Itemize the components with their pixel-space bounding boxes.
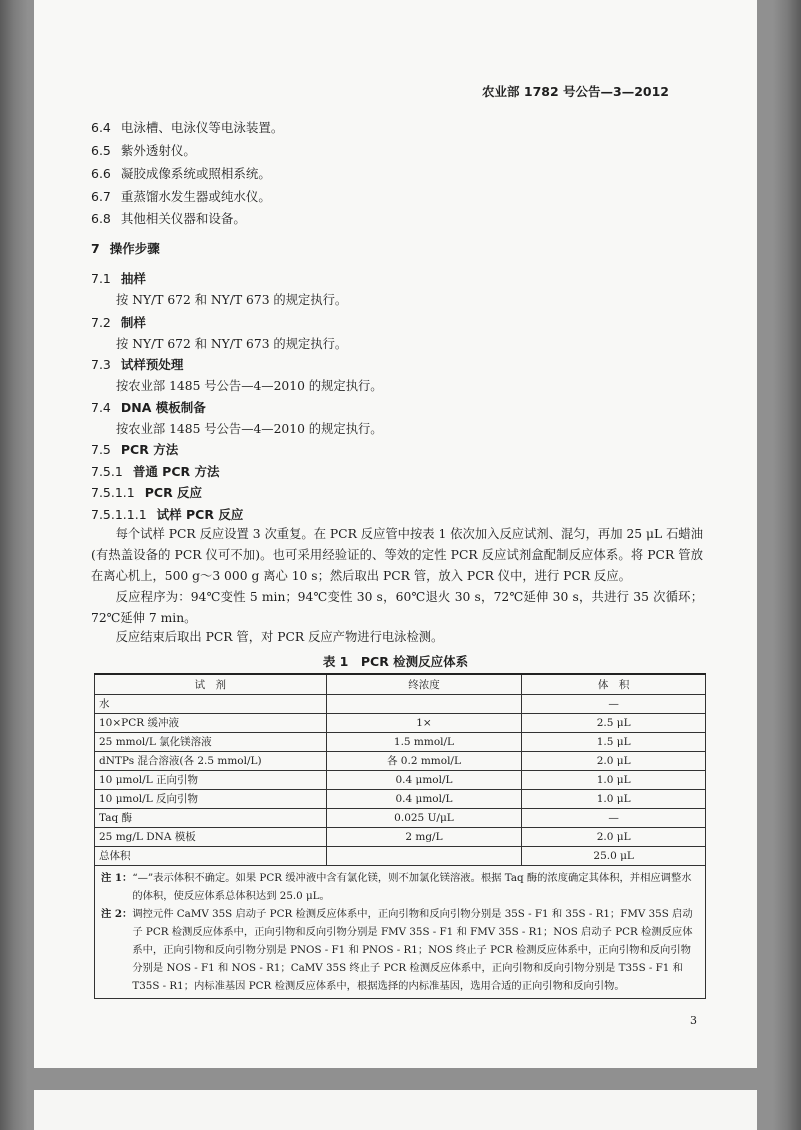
column-header: 终浓度 xyxy=(326,674,522,695)
table-row xyxy=(95,809,706,828)
section-text: 按 NY/T 672 和 NY/T 673 的规定执行。 xyxy=(116,293,348,307)
subsection-heading xyxy=(91,400,206,416)
list-item xyxy=(91,211,246,227)
subsection-heading xyxy=(91,507,243,523)
column-header: 体 积 xyxy=(522,674,706,695)
table-row xyxy=(95,790,706,809)
item-number: 6.6 xyxy=(91,166,111,181)
volume-cell: 25.0 μL xyxy=(522,847,706,866)
table-row xyxy=(95,714,706,733)
item-text: 重蒸馏水发生器或纯水仪。 xyxy=(120,189,271,204)
section-number: 7.1 xyxy=(91,271,111,286)
subsection-heading xyxy=(91,315,146,331)
section-number: 7.5 xyxy=(91,442,111,457)
table-header-row xyxy=(95,674,706,695)
concentration-cell: 各 0.2 mmol/L xyxy=(326,752,522,771)
volume-cell: 2.5 μL xyxy=(522,714,706,733)
list-item xyxy=(91,189,271,205)
item-text: 凝胶成像系统或照相系统。 xyxy=(120,166,271,181)
table-row xyxy=(95,847,706,866)
section-text: 按农业部 1485 号公告—4—2010 的规定执行。 xyxy=(116,379,383,393)
section-number: 7.3 xyxy=(91,357,111,372)
section-title: 试样 PCR 反应 xyxy=(156,507,244,522)
section-title: 普通 PCR 方法 xyxy=(132,464,220,479)
concentration-cell: 0.025 U/μL xyxy=(326,809,522,828)
concentration-cell: 1× xyxy=(326,714,522,733)
section-number: 7.2 xyxy=(91,315,111,330)
table-caption: 表 1 PCR 检测反应体系 xyxy=(322,654,469,669)
page-header: 农业部 1782 号公告—3—2012 xyxy=(482,84,669,99)
column-header: 试 剂 xyxy=(95,674,327,695)
list-item xyxy=(91,120,283,136)
table-notes-row xyxy=(95,866,706,999)
document-page xyxy=(34,0,757,1068)
concentration-cell xyxy=(326,695,522,714)
section-title: DNA 模板制备 xyxy=(120,400,206,415)
next-page-edge xyxy=(34,1090,757,1130)
list-item xyxy=(91,143,196,159)
volume-cell: 2.0 μL xyxy=(522,752,706,771)
note-text: 调控元件 CaMV 35S 启动子 PCR 检测反应体系中，正向引物和反向引物分别是 35S - F1 和 35S - R1；FMV 35S 启动子 PCR 检测反应体系中，正向引物和反向引物分别是 FMV 35S - F1 和 FMV 35S - R1；NOS 启动子 PCR 检测反应体系中，正向引物和反向引物分别是 PNOS - F1 和 PNOS - R1；NOS 终止子 PCR 检测反应体系中，正向引物和反向引物分别是 NOS - F1 和 NOS - R1；CaMV 35S 终止子 PCR 检测反应体系中，正向引物和反向引物分别是 T35S - F1 和 T35S - R1；内标准基因 PCR 检测反应体系中，根据选择的内标准基因，选用合适的正向引物和反向引物。 xyxy=(132,908,693,992)
table-row xyxy=(95,752,706,771)
section-text: 按农业部 1485 号公告—4—2010 的规定执行。 xyxy=(116,422,383,436)
section-title: PCR 方法 xyxy=(120,442,179,457)
table-note-2 xyxy=(101,905,699,995)
subsection-heading xyxy=(91,464,219,480)
section-number: 7.5.1.1.1 xyxy=(91,507,147,522)
concentration-cell: 0.4 μmol/L xyxy=(326,790,522,809)
table-notes xyxy=(95,866,706,999)
item-number: 6.4 xyxy=(91,120,111,135)
procedure-paragraph: 每个试样 PCR 反应设置 3 次重复。在 PCR 反应管中按表 1 依次加入反应试剂、混匀，再加 25 μL 石蜡油(有热盖设备的 PCR 仪可不加)。也可采用经验证的、等效的定性 PCR 反应试剂盒配制反应体系。将 PCR 管放在离心机上，500 g～3 000 g 离心 10 s；然后取出 PCR 管，放入 PCR 仪中，进行 PCR 反应。 xyxy=(91,527,703,583)
volume-cell: 2.0 μL xyxy=(522,828,706,847)
section-number: 7 xyxy=(91,241,100,256)
table-row xyxy=(95,733,706,752)
section-title: PCR 反应 xyxy=(144,485,203,500)
reagent-cell: 10×PCR 缓冲液 xyxy=(95,714,327,733)
reagent-cell: 10 μmol/L 反向引物 xyxy=(95,790,327,809)
item-number: 6.5 xyxy=(91,143,111,158)
section-title: 操作步骤 xyxy=(109,241,160,256)
reagent-cell: Taq 酶 xyxy=(95,809,327,828)
item-number: 6.8 xyxy=(91,211,111,226)
reagent-cell: 水 xyxy=(95,695,327,714)
reagent-cell: 总体积 xyxy=(95,847,327,866)
section-heading xyxy=(91,241,160,257)
volume-cell: 1.5 μL xyxy=(522,733,706,752)
concentration-cell xyxy=(326,847,522,866)
section-number: 7.5.1.1 xyxy=(91,485,135,500)
item-text: 其他相关仪器和设备。 xyxy=(120,211,246,226)
pcr-reaction-table xyxy=(94,673,706,999)
item-text: 电泳槽、电泳仪等电泳装置。 xyxy=(120,120,284,135)
section-text: 按 NY/T 672 和 NY/T 673 的规定执行。 xyxy=(116,337,348,351)
subsection-heading xyxy=(91,357,183,373)
result-paragraph: 反应结束后取出 PCR 管，对 PCR 反应产物进行电泳检测。 xyxy=(115,630,444,644)
item-number: 6.7 xyxy=(91,189,111,204)
section-title: 试样预处理 xyxy=(120,357,184,372)
table-row xyxy=(95,771,706,790)
concentration-cell: 0.4 μmol/L xyxy=(326,771,522,790)
subsection-heading xyxy=(91,271,146,287)
table-note-1 xyxy=(101,869,699,905)
section-number: 7.5.1 xyxy=(91,464,123,479)
volume-cell: — xyxy=(522,809,706,828)
note-text: “—”表示体积不确定。如果 PCR 缓冲液中含有氯化镁，则不加氯化镁溶液。根据 Taq 酶的浓度确定其体积，并相应调整水的体积，使反应体系总体积达到 25.0 μL。 xyxy=(132,872,692,902)
volume-cell: 1.0 μL xyxy=(522,771,706,790)
note-label: 注 1： xyxy=(101,872,133,884)
section-number: 7.4 xyxy=(91,400,111,415)
list-item xyxy=(91,166,271,182)
table-row xyxy=(95,828,706,847)
reagent-cell: dNTPs 混合溶液(各 2.5 mmol/L) xyxy=(95,752,327,771)
item-text: 紫外透射仪。 xyxy=(120,143,196,158)
page-number: 3 xyxy=(690,1014,697,1027)
volume-cell: — xyxy=(522,695,706,714)
reagent-cell: 25 mmol/L 氯化镁溶液 xyxy=(95,733,327,752)
section-title: 制样 xyxy=(120,315,146,330)
reagent-cell: 25 mg/L DNA 模板 xyxy=(95,828,327,847)
concentration-cell: 1.5 mmol/L xyxy=(326,733,522,752)
program-paragraph: 反应程序为：94℃变性 5 min；94℃变性 30 s，60℃退火 30 s，72℃延伸 30 s，共进行 35 次循环；72℃延伸 7 min。 xyxy=(91,590,703,625)
subsection-heading xyxy=(91,485,202,501)
concentration-cell: 2 mg/L xyxy=(326,828,522,847)
table-row xyxy=(95,695,706,714)
note-label: 注 2： xyxy=(101,908,133,920)
reagent-cell: 10 μmol/L 正向引物 xyxy=(95,771,327,790)
subsection-heading xyxy=(91,442,178,458)
section-title: 抽样 xyxy=(120,271,146,286)
volume-cell: 1.0 μL xyxy=(522,790,706,809)
